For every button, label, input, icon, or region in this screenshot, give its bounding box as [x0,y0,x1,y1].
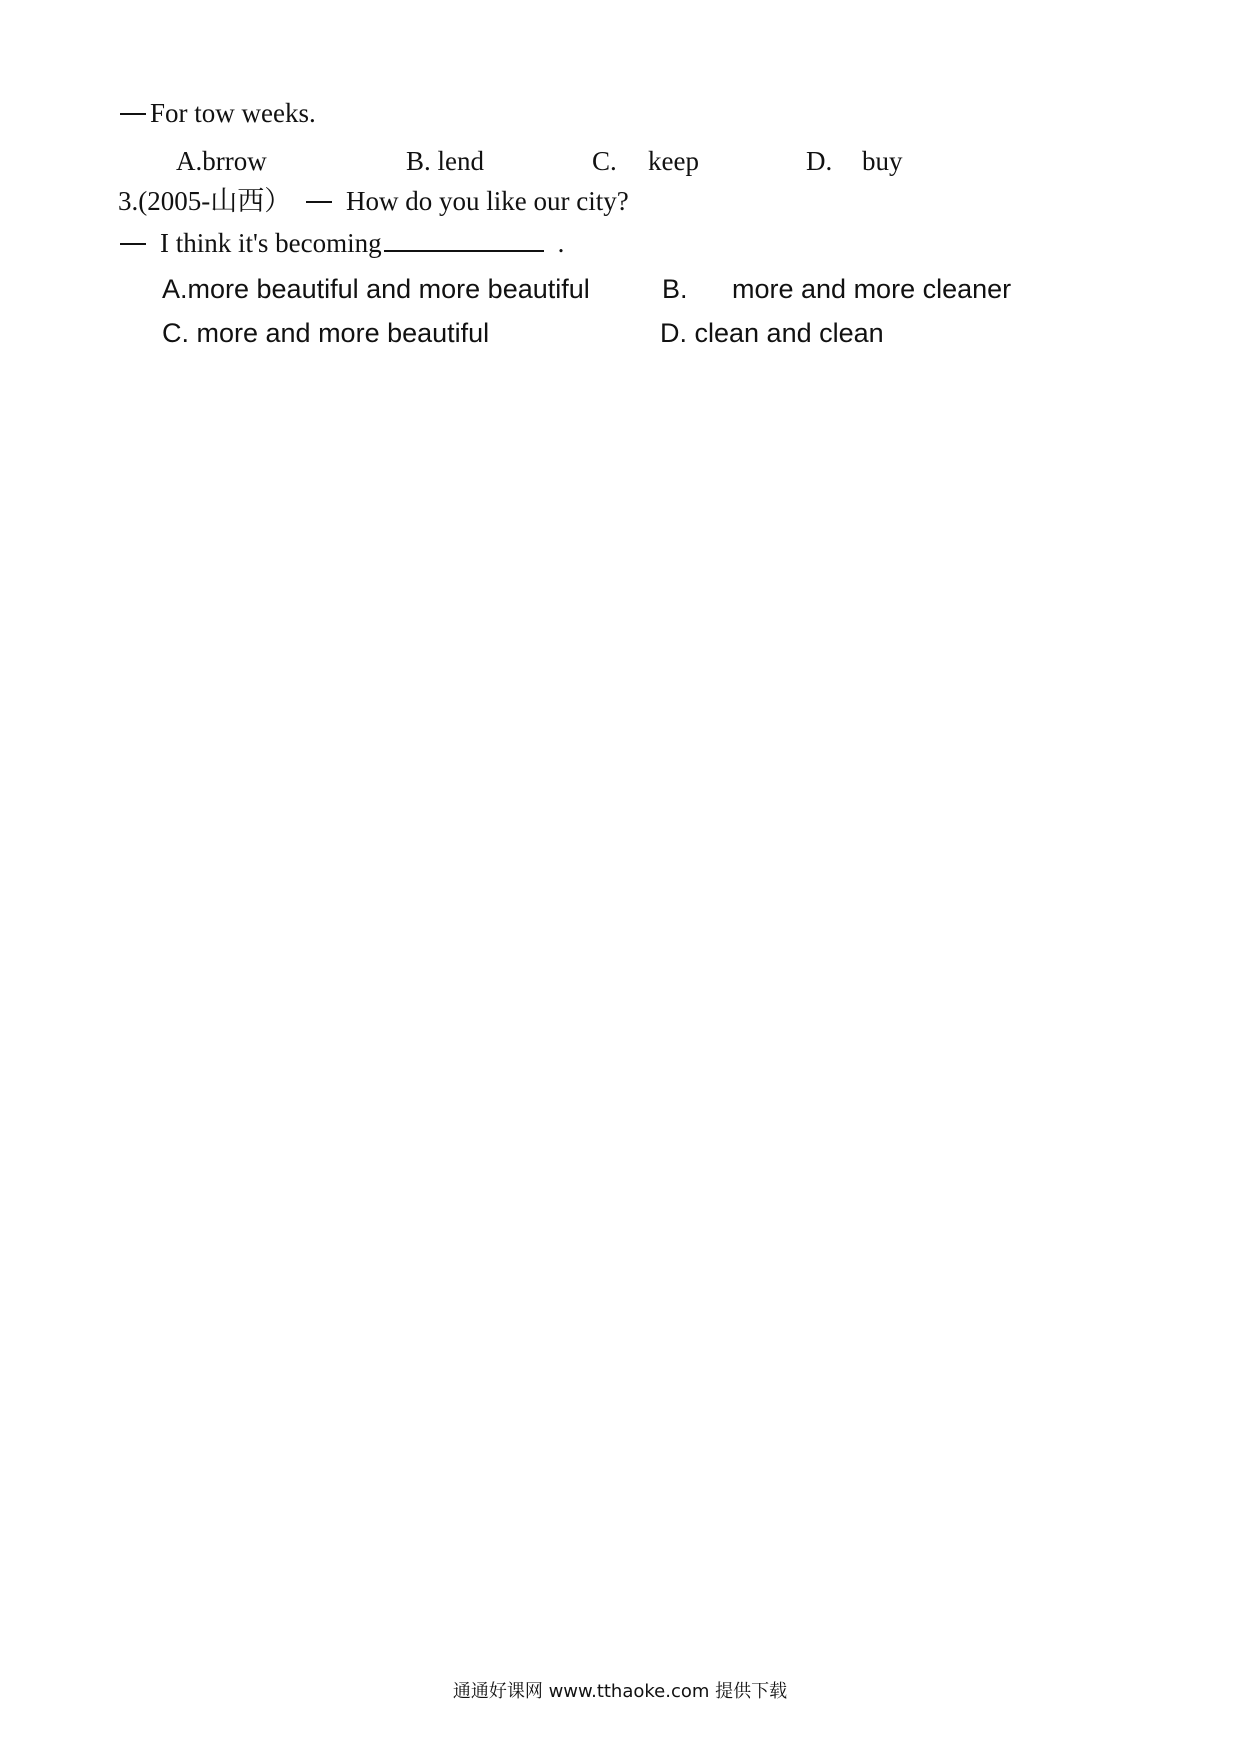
q3-option-b-text: more and more cleaner [732,274,1012,304]
q3-option-a: A.more beautiful and more beautiful [162,274,590,304]
q2-answer-line [120,96,316,130]
q3-source: 3.(2005-山西） [118,186,292,216]
q2-answer-text: For tow weeks. [150,98,316,128]
q2-option-d-letter: D. [806,146,833,176]
dialogue-dash [306,201,332,203]
q3-response-suffix: . [557,228,565,258]
q2-option-c-letter: C. [592,146,617,176]
q2-option-d-text: buy [862,146,903,176]
q2-option-b: B. lend [406,146,484,176]
q3-response-line [120,226,564,260]
q3-response-prefix: I think it's becoming [160,228,382,258]
q3-option-c: C. more and more beautiful [162,318,490,348]
dialogue-dash [120,243,146,245]
dialogue-dash [120,113,146,115]
page-footer: 通通好课网 www.tthaoke.com 提供下载 [452,1681,788,1702]
q3-option-d: D. clean and clean [660,318,884,348]
answer-blank [384,226,544,252]
q3-question-text: How do you like our city? [345,186,629,216]
q2-option-a: A.brrow [176,146,267,176]
q3-question-line [118,184,629,218]
q3-option-b-letter: B. [662,274,688,304]
q2-option-c-text: keep [648,146,699,176]
